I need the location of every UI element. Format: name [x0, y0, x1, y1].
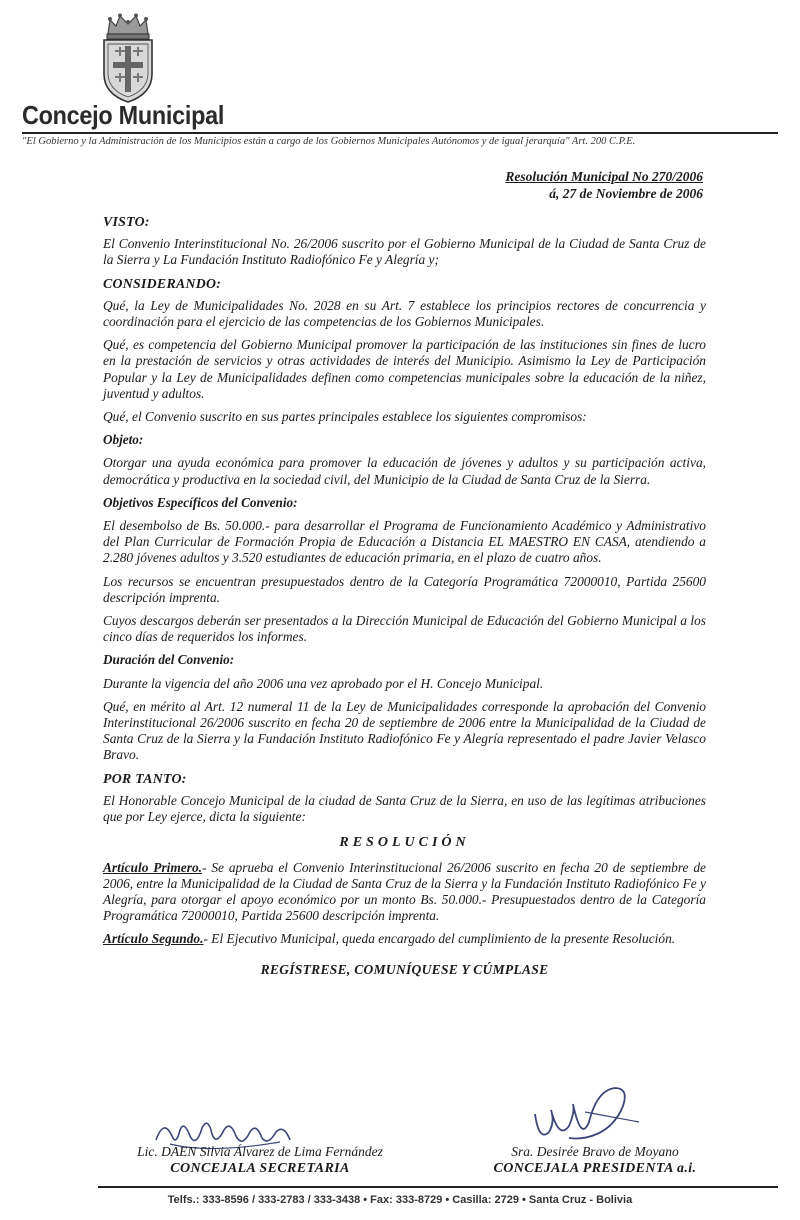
articulo-primero [103, 860, 706, 925]
articulo-segundo [103, 931, 706, 947]
objetivos-heading: Objetivos Específicos del Convenio: [103, 494, 298, 510]
considerando-p2: Qué, es competencia del Gobierno Municipal promover la participación de las instituciones sin fines de lucro en la prestación de servicios y otras actividades de interés del Municipio. Asimismo la Ley de Participación Popular y la Ley de Municipalidades definen como competencias municipales sobre la educación de la niñez, juventud y adultos. [103, 337, 706, 401]
articulo-segundo-label: Artículo Segundo. [103, 931, 204, 947]
resolution-date: á, 27 de Noviembre de 2006 [549, 186, 703, 201]
duracion-p2: Qué, en mérito al Art. 12 numeral 11 de la Ley de Municipalidades corresponde la aprobación del Convenio Interinstitucional 26/2006 suscrito en fecha 20 de septiembre de 2006 entre la Municipalidad de la Ciudad de Santa Cruz de la Sierra y la Fundación Instituto Radiofónico Fe y Alegría representado el padre Javier Velasco Bravo. [103, 698, 706, 763]
signature-right-role: CONCEJALA PRESIDENTA a.i. [493, 1161, 697, 1176]
signature-right [460, 1143, 730, 1178]
signature-right-name: Sra. Desirée Bravo de Moyano [511, 1144, 679, 1159]
header-divider [22, 132, 778, 134]
articulo-segundo-text: - El Ejecutivo Municipal, queda encargado del cumplimiento de la presente Resolución. [203, 931, 676, 947]
document-body [103, 214, 706, 978]
objetivos-p3: Cuyos descargos deberán ser presentados a la Dirección Municipal de Educación del Gobierno Municipal a los cinco días de requeridos los informes. [103, 613, 706, 645]
signature-left [90, 1143, 430, 1178]
org-title: Concejo Municipal [22, 100, 225, 130]
signature-left-name: Lic. DAEN Silvia Álvarez de Lima Fernández [137, 1144, 383, 1159]
duracion-heading: Duración del Convenio: [103, 652, 235, 668]
portanto-text: El Honorable Concejo Municipal de la ciudad de Santa Cruz de la Sierra, en uso de las legítimas atribuciones que por Ley ejerce, dicta la siguiente: [103, 792, 706, 825]
signature-left-role: CONCEJALA SECRETARIA [170, 1161, 350, 1176]
considerando-heading: CONSIDERANDO: [103, 275, 222, 291]
resolution-number: Resolución Municipal No 270/2006 [505, 169, 703, 184]
considerando-p1: Qué, la Ley de Municipalidades No. 2028 en su Art. 7 establece los principios rectores de concurrencia y coordinación para el ejercicio de las competencias de los Gobiernos Municipales. [103, 297, 706, 330]
visto-heading: VISTO: [103, 214, 150, 229]
objeto-heading: Objeto: [103, 432, 144, 448]
resolution-header [505, 168, 703, 202]
closing-formula: REGÍSTRESE, COMUNÍQUESE Y CÚMPLASE [260, 961, 549, 977]
objeto-text: Otorgar una ayuda económica para promover la educación de jóvenes y adultos y su participación activa, democrática y productiva en la sociedad civil, del Municipio de la Ciudad de Santa Cruz de la Sierra. [103, 455, 706, 487]
footer-contact: Telfs.: 333-8596 / 333-2783 / 333-3438 • Fax: 333-8729 • Casilla: 2729 • Santa Cruz - Bolivia [167, 1194, 633, 1206]
objetivos-p2: Los recursos se encuentran presupuestados dentro de la Categoría Programática 72000010, Partida 25600 descripción imprenta. [103, 573, 706, 605]
articulo-primero-text: - Se aprueba el Convenio Interinstitucional 26/2006 suscrito en fecha 20 de septiembre de 2006, entre la Municipalidad de la Ciudad de Santa Cruz de la Sierra y la Fundación Instituto Radiofónico Fe y Alegría, para otorgar el apoyo económico por un monto Bs. 50.000.- Presupuestados dentro de la Categoría Programática 72000010, Partida 25600 descripción imprenta. [103, 859, 706, 924]
footer-divider [98, 1186, 778, 1188]
articulo-primero-label: Artículo Primero. [103, 859, 202, 875]
considerando-p3: Qué, el Convenio suscrito en sus partes principales establece los siguientes compromisos: [103, 409, 587, 425]
resolucion-title: RESOLUCIÓN [339, 835, 470, 851]
coat-of-arms-icon [98, 12, 158, 104]
duracion-p1: Durante la vigencia del año 2006 una vez aprobado por el H. Concejo Municipal. [103, 675, 544, 691]
visto-text: El Convenio Interinstitucional No. 26/2006 suscrito por el Gobierno Municipal de la Ciudad de Santa Cruz de la Sierra y La Fundación Instituto Radiofónico Fe y Alegría y; [103, 236, 706, 268]
portanto-heading: POR TANTO: [103, 770, 187, 786]
motto: "El Gobierno y la Administración de los Municipios están a cargo de los Gobiernos Municipales Autónomos y de igual jerarquía" Art. 200 C.P.E. [22, 136, 636, 147]
objetivos-p1: El desembolso de Bs. 50.000.- para desarrollar el Programa de Funcionamiento Académico y Administrativo del Plan Curricular de Formación Propia de Educación a Distancia EL MAESTRO EN CASA, atendiendo a 2.280 jóvenes adultos y 3.520 estudiantes de educación primaria, en el plazo de cuatro años. [103, 518, 706, 566]
